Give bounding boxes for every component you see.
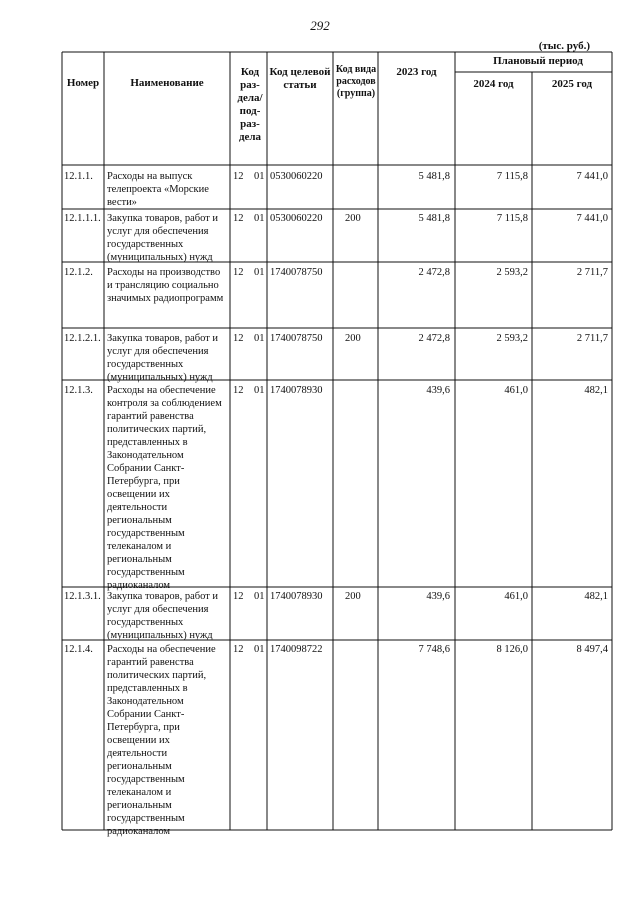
row-value-2023: 439,6 <box>426 385 450 396</box>
row-target-code: 1740078750 <box>270 267 323 278</box>
row-number: 12.1.2. <box>64 267 93 278</box>
header-expense-type: Код вида расходов (группа) <box>335 64 377 99</box>
row-value-2023: 7 748,6 <box>418 644 450 655</box>
row-target-code: 1740078930 <box>270 591 323 602</box>
row-value-2025: 7 441,0 <box>576 171 608 182</box>
row-target-code: 1740078930 <box>270 385 323 396</box>
row-value-2025: 7 441,0 <box>576 213 608 224</box>
row-value-2025: 482,1 <box>584 591 608 602</box>
header-section-code: Код раз-дела/под-раз-дела <box>237 66 263 143</box>
row-value-2024: 461,0 <box>504 591 528 602</box>
row-target-code: 1740078750 <box>270 333 323 344</box>
units-label: (тыс. руб.) <box>538 40 590 52</box>
row-expense-group: 200 <box>345 333 361 344</box>
row-target-code: 1740098722 <box>270 644 323 655</box>
row-subsection: 01 <box>254 171 265 182</box>
header-target-code: Код целевой статьи <box>269 66 331 91</box>
row-subsection: 01 <box>254 213 265 224</box>
row-subsection: 01 <box>254 591 265 602</box>
row-number: 12.1.3. <box>64 385 93 396</box>
row-value-2025: 8 497,4 <box>576 644 608 655</box>
row-value-2024: 7 115,8 <box>496 213 528 224</box>
row-section: 12 <box>233 267 244 278</box>
row-section: 12 <box>233 644 244 655</box>
header-2023: 2023 год <box>396 66 437 78</box>
row-value-2023: 439,6 <box>426 591 450 602</box>
row-expense-group: 200 <box>345 591 361 602</box>
page-number: 292 <box>310 18 330 33</box>
row-name: Закупка товаров, работ и услуг для обеспечения государственных (муниципальных) нужд <box>107 333 219 383</box>
row-value-2024: 7 115,8 <box>496 171 528 182</box>
row-subsection: 01 <box>254 385 265 396</box>
row-name: Расходы на обеспечение контроля за соблюдением гарантий равенства политических партий, представленных в Законодательном Собрании Санкт-Петербурга, при освещении их деятельности региональным государственным телеканалом и региональным государственным радиоканалом <box>107 385 222 591</box>
row-value-2023: 5 481,8 <box>418 213 450 224</box>
row-name: Закупка товаров, работ и услуг для обеспечения государственных (муниципальных) нужд <box>107 591 219 641</box>
header-2025: 2025 год <box>551 78 593 90</box>
row-value-2024: 8 126,0 <box>496 644 528 655</box>
row-name: Расходы на производство и трансляцию социально значимых радиопрограмм <box>107 267 224 304</box>
row-expense-group: 200 <box>345 213 361 224</box>
row-name: Расходы на обеспечение гарантий равенства политических партий, представленных в Законодательном Собрании Санкт-Петербурга, при освещении их деятельности региональным государственным телеканалом и региональным государственным радиоканалом <box>107 644 216 837</box>
header-planned-period: Плановый период <box>493 55 583 67</box>
row-section: 12 <box>233 591 244 602</box>
row-subsection: 01 <box>254 267 265 278</box>
row-name: Закупка товаров, работ и услуг для обеспечения государственных (муниципальных) нужд <box>107 213 219 263</box>
row-section: 12 <box>233 385 244 396</box>
row-section: 12 <box>233 213 244 224</box>
header-2024: 2024 год <box>473 78 514 90</box>
header-number: Номер <box>66 77 100 89</box>
header-name: Наименование <box>130 77 204 89</box>
row-number: 12.1.3.1. <box>64 591 101 602</box>
row-value-2023: 2 472,8 <box>418 267 450 278</box>
row-subsection: 01 <box>254 644 265 655</box>
row-value-2025: 2 711,7 <box>576 333 608 344</box>
row-value-2023: 5 481,8 <box>418 171 450 182</box>
row-value-2025: 2 711,7 <box>576 267 608 278</box>
row-number: 12.1.2.1. <box>64 333 101 344</box>
row-number: 12.1.4. <box>64 644 93 655</box>
row-name: Расходы на выпуск телепроекта «Морские вести» <box>107 171 209 208</box>
row-value-2024: 461,0 <box>504 385 528 396</box>
row-target-code: 0530060220 <box>270 171 323 182</box>
row-value-2024: 2 593,2 <box>496 333 528 344</box>
row-number: 12.1.1. <box>64 171 93 182</box>
row-value-2024: 2 593,2 <box>496 267 528 278</box>
row-section: 12 <box>233 171 244 182</box>
row-subsection: 01 <box>254 333 265 344</box>
row-target-code: 0530060220 <box>270 213 323 224</box>
row-number: 12.1.1.1. <box>64 213 101 224</box>
row-value-2025: 482,1 <box>584 385 608 396</box>
row-section: 12 <box>233 333 244 344</box>
row-value-2023: 2 472,8 <box>418 333 450 344</box>
